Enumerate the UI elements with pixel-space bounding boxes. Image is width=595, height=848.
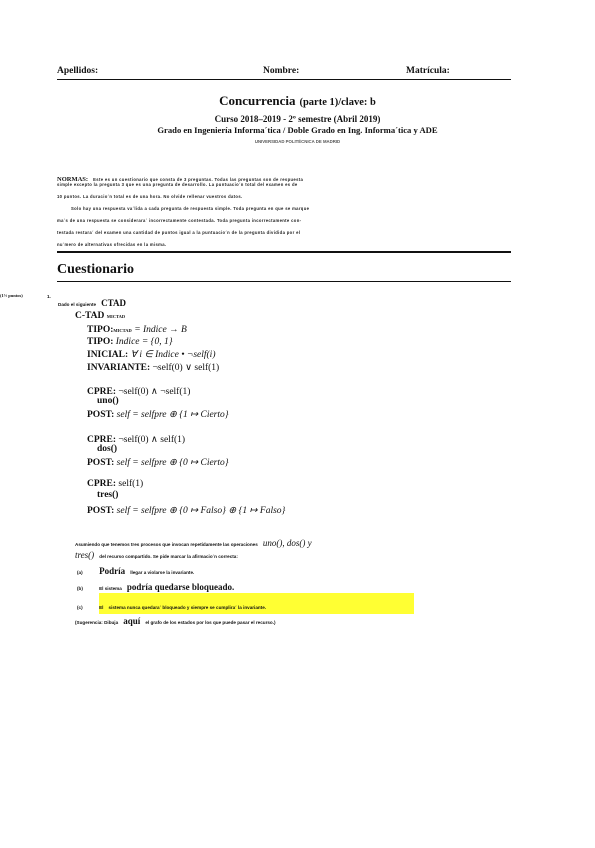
- question-number: 1.: [47, 294, 51, 299]
- header-rule: [57, 79, 511, 80]
- option-c-label: (c): [77, 605, 83, 610]
- op-uno-cpre: CPRE: ¬self(0) ∧ ¬self(1): [87, 387, 191, 397]
- question-points: (1½ puntos): [0, 293, 23, 298]
- title-main: Concurrencia: [219, 93, 296, 108]
- page-title: [0, 92, 595, 110]
- normas-line-6: testada restara´ del examen una cantidad de puntos igual a la puntuacio´n de la pregunta dividida por el: [57, 230, 301, 235]
- course-line: Curso 2018–2019 - 2º semestre (Abril 2019): [214, 114, 381, 124]
- normas-line-7: nu´mero de alternativas ofrecidas en la misma.: [57, 242, 167, 247]
- tad-tipo-2: TIPO: Indice = {0, 1}: [87, 337, 173, 347]
- question-hint: (Sugerencia: Dibuja aquí el grafo de los estados por los que puede pasar el recurso.): [75, 616, 276, 626]
- title-sub: (parte 1)/clave: b: [299, 97, 376, 108]
- normas-line-1: NORMAS: Este es un cuestionario que consta de 3 preguntas. Todas las preguntas son de respuesta: [57, 176, 304, 183]
- op-tres-name: tres(): [97, 490, 119, 500]
- op-dos-cpre: CPRE: ¬self(0) ∧ self(1): [87, 435, 186, 445]
- normas-line-3: 10 puntos. La duracio´n total es de una hora. No olvide rellenar vuestros datos.: [57, 194, 243, 199]
- matricula-label: Matrícula:: [406, 66, 450, 76]
- nombre-label: Nombre:: [263, 66, 300, 76]
- degree-line: Grado en Ingeniería Informa´tica / Doble Grado en Ing. Informa´tica y ADE: [157, 125, 438, 135]
- option-b-label: (b): [77, 586, 83, 591]
- university-line: UNIVERSIDAD POLITÉCNICA DE MADRID: [254, 139, 341, 144]
- normas-label: NORMAS:: [57, 176, 89, 183]
- op-uno-name: uno(): [97, 396, 119, 406]
- normas-line-2: simple excepto la pregunta 3 que es una pregunta de desarrollo. La puntuacio´n total del examen es de: [57, 182, 298, 187]
- op-tres-cpre: CPRE: self(1): [87, 479, 144, 489]
- tad-invariante: INVARIANTE: ¬self(0) ∨ self(1): [87, 363, 220, 373]
- option-b[interactable]: (b) El sistema podría quedarse bloqueado.: [77, 582, 235, 592]
- op-uno-post: POST: self = selfpre ⊕ {1 ↦ Cierto}: [87, 410, 229, 420]
- op-dos-name: dos(): [97, 444, 118, 454]
- section-rule: [57, 281, 511, 282]
- option-a-label: (a): [77, 570, 83, 575]
- tad-tipo-1: TIPO:MICTAD = Indice → B: [87, 325, 187, 335]
- option-c-highlight: El sistema nunca quedara´ bloqueado y siempre se cumplira´ la invariante.: [99, 593, 414, 614]
- apellidos-label: Apellidos:: [57, 66, 99, 76]
- normas-line-5: ma´s de una respuesta se considerara´ incorrectamente contestada. Toda pregunta incorrectamente con-: [57, 218, 302, 223]
- section-title: Cuestionario: [57, 262, 134, 277]
- normas-line-4: Solo hay una respuesta va´lida a cada pregunta de respuesta simple. Toda pregunta en que se marque: [71, 206, 310, 211]
- op-tres-post: POST: self = selfpre ⊕ {0 ↦ Falso} ⊕ {1 ↦ Falso}: [87, 506, 286, 516]
- question-intro: Dado el siguiente CTAD: [58, 298, 126, 308]
- option-a[interactable]: (a) Podría llegar a violarse la invariante.: [77, 566, 195, 576]
- op-dos-post: POST: self = selfpre ⊕ {0 ↦ Cierto}: [87, 458, 229, 468]
- tad-inicial: INICIAL: ∀ i ∈ Indice • ¬self(i): [87, 350, 216, 360]
- question-prompt-line-2: tres() del recurso compartido. Se pide marcar la afirmacio´n correcta:: [75, 550, 238, 560]
- question-prompt-line-1: Asumiendo que tenemos tres procesos que invocan repetidamente las operaciones uno(), dos() y: [75, 538, 312, 548]
- normas-rule: [57, 251, 511, 253]
- tad-header: C-TAD MICTAD: [75, 311, 126, 321]
